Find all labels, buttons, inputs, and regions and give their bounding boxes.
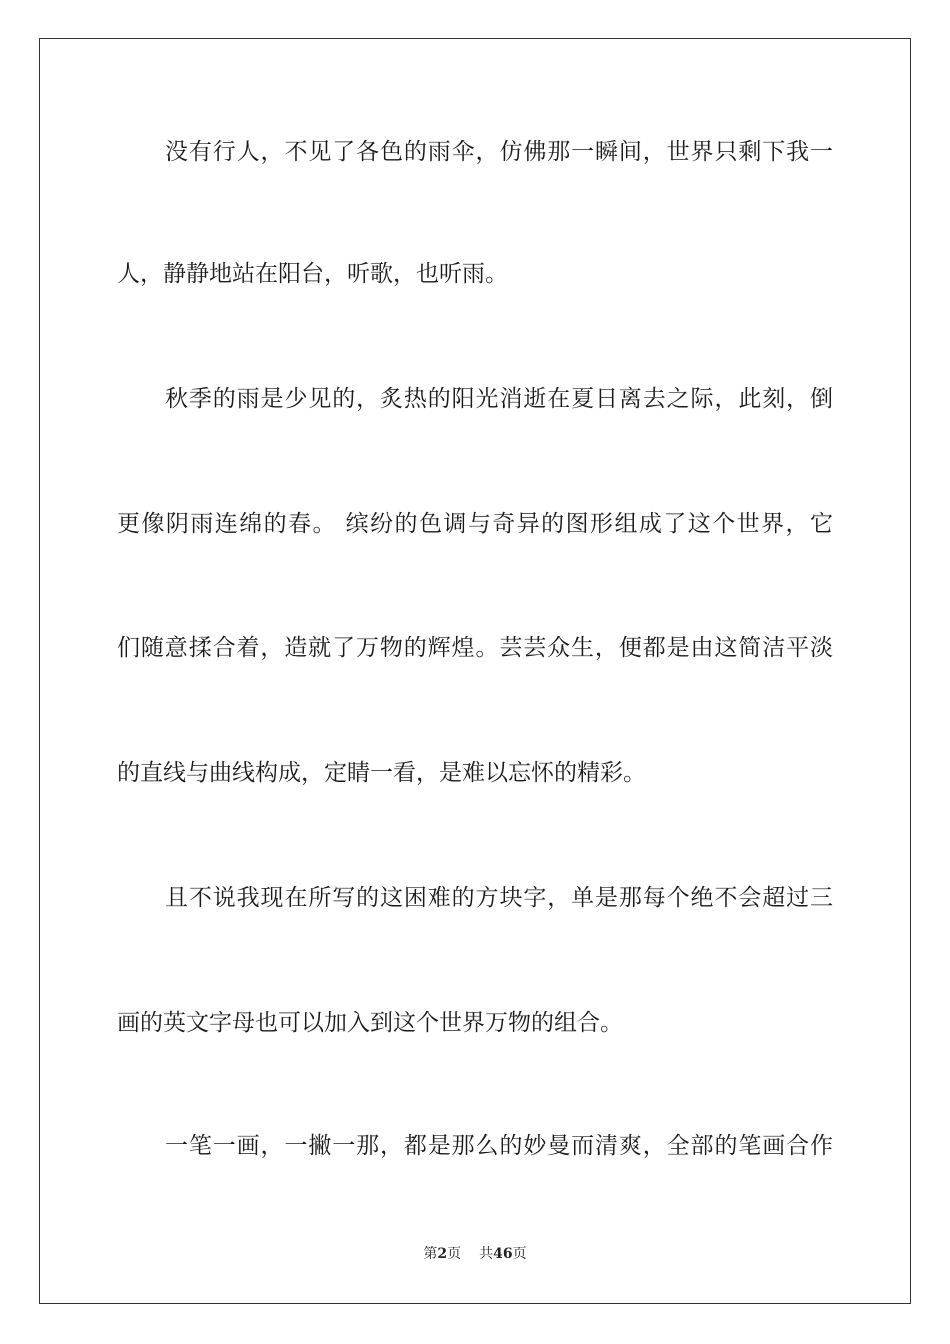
text-line-5: 们随意揉合着，造就了万物的辉煌。芸芸众生，便都是由这简洁平淡 (117, 635, 833, 661)
total-prefix: 共 (479, 1246, 494, 1262)
text-line-7: 且不说我现在所写的这困难的方块字，单是那每个绝不会超过三 (165, 885, 833, 911)
text-line-6: 的直线与曲线构成，定睛一看，是难以忘怀的精彩。 (117, 760, 646, 786)
text-line-3: 秋季的雨是少见的，炙热的阳光消逝在夏日离去之际，此刻，倒 (165, 386, 833, 412)
page-number: 2 (437, 1246, 448, 1262)
total-suffix: 页 (512, 1246, 527, 1262)
text-line-8: 画的英文字母也可以加入到这个世界万物的组合。 (117, 1010, 623, 1036)
text-line-9: 一笔一画，一撇一那，都是那么的妙曼而清爽，全部的笔画合作 (165, 1133, 833, 1159)
page-footer (0, 1244, 950, 1264)
text-line-4: 更像阴雨连绵的春。 缤纷的色调与奇异的图形组成了这个世界，它 (117, 511, 833, 537)
text-line-2: 人，静静地站在阳台，听歌，也听雨。 (117, 261, 508, 287)
text-line-1: 没有行人，不见了各色的雨伞，仿佛那一瞬间，世界只剩下我一 (165, 139, 833, 165)
page-border (39, 38, 911, 1304)
page-suffix: 页 (447, 1246, 462, 1262)
page-prefix: 第 (423, 1246, 438, 1262)
total-pages: 46 (493, 1246, 513, 1262)
